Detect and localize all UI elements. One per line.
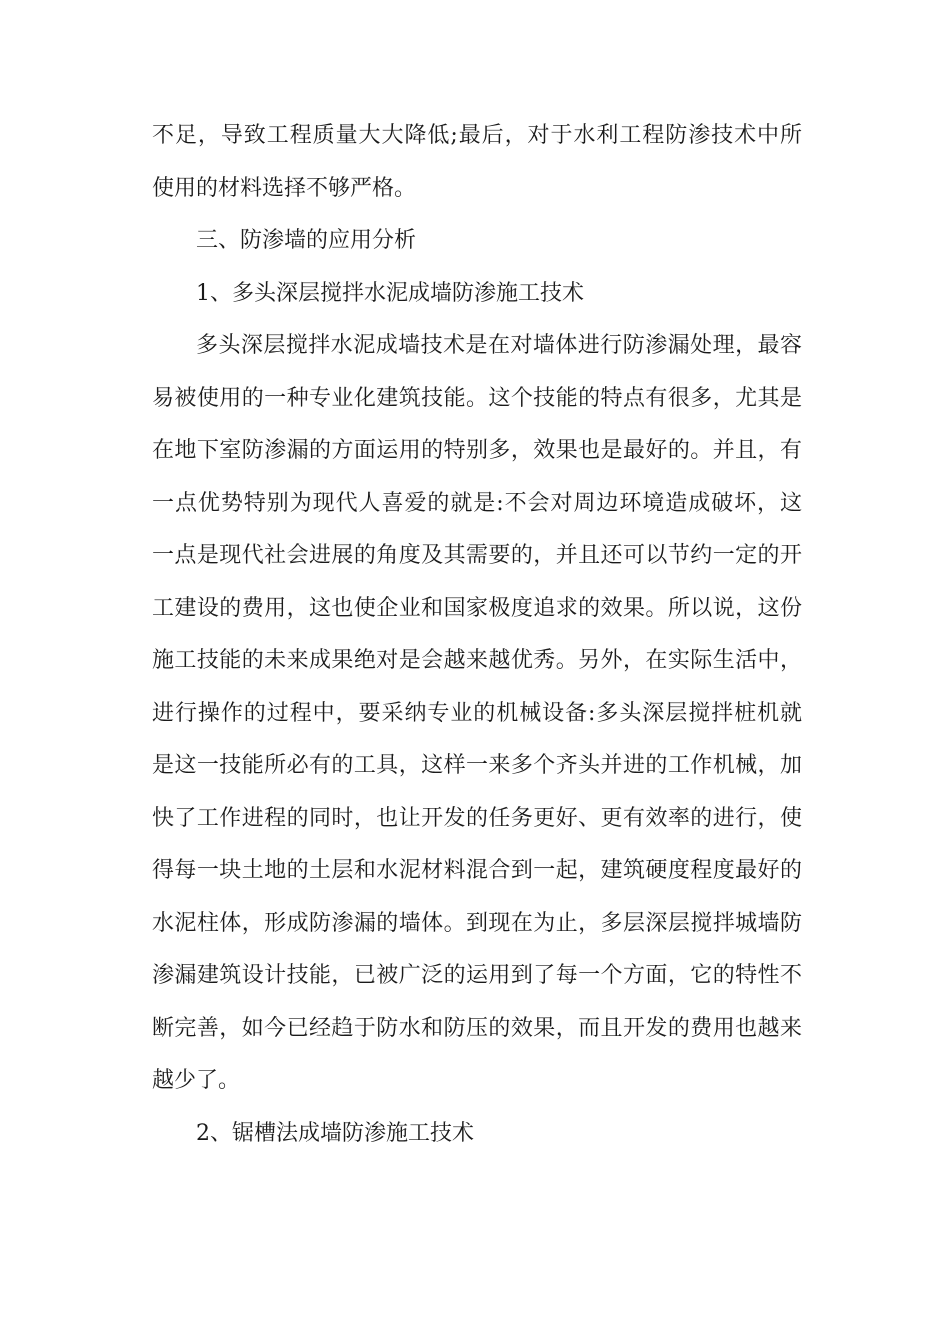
text-line: 施工技能的未来成果绝对是会越来越优秀。另外，在实际生活中，: [152, 648, 802, 673]
text-line: 工建设的费用，这也使企业和国家极度追求的效果。所以说，这份: [152, 595, 802, 621]
text-line: 进行操作的过程中，要采纳专业的机械设备:多头深层搅拌桩机就: [152, 700, 802, 726]
document-body: [152, 110, 802, 1160]
subsection-heading: 1、多头深层搅拌水泥成墙防渗施工技术: [196, 280, 584, 306]
text-line: 一点优势特别为现代人喜爱的就是:不会对周边环境造成破坏，这: [152, 490, 802, 516]
main-paragraph: [152, 320, 802, 1108]
text-line: 得每一块土地的土层和水泥材料混合到一起，建筑硬度程度最好的: [152, 858, 802, 883]
text-line: 不足，导致工程质量大大降低;最后，对于水利工程防渗技术中所: [152, 123, 802, 148]
text-line: 易被使用的一种专业化建筑技能。这个技能的特点有很多，尤其是: [152, 385, 802, 411]
text-line: 是这一技能所必有的工具，这样一来多个齐头并进的工作机械，加: [152, 753, 802, 778]
text-line: 多头深层搅拌水泥成墙技术是在对墙体进行防渗漏处理，最容: [196, 333, 802, 358]
text-line: 快了工作进程的同时，也让开发的任务更好、更有效率的进行，使: [152, 805, 802, 831]
text-line: 断完善，如今已经趋于防水和防压的效果，而且开发的费用也越来: [152, 1015, 802, 1041]
section-heading: 三、防渗墙的应用分析: [196, 228, 417, 253]
text-line: 越少了。: [152, 1068, 241, 1093]
text-line: 使用的材料选择不够严格。: [152, 175, 417, 201]
subsection-heading: 2、锯槽法成墙防渗施工技术: [196, 1120, 474, 1146]
text-line: 一点是现代社会进展的角度及其需要的，并且还可以节约一定的开: [152, 543, 802, 568]
intro-paragraph: [152, 110, 802, 215]
text-line: 渗漏建筑设计技能，已被广泛的运用到了每一个方面，它的特性不: [152, 963, 802, 988]
text-line: 在地下室防渗漏的方面运用的特别多，效果也是最好的。并且，有: [152, 438, 802, 463]
text-line: 水泥柱体，形成防渗漏的墙体。到现在为止，多层深层搅拌城墙防: [152, 910, 802, 936]
